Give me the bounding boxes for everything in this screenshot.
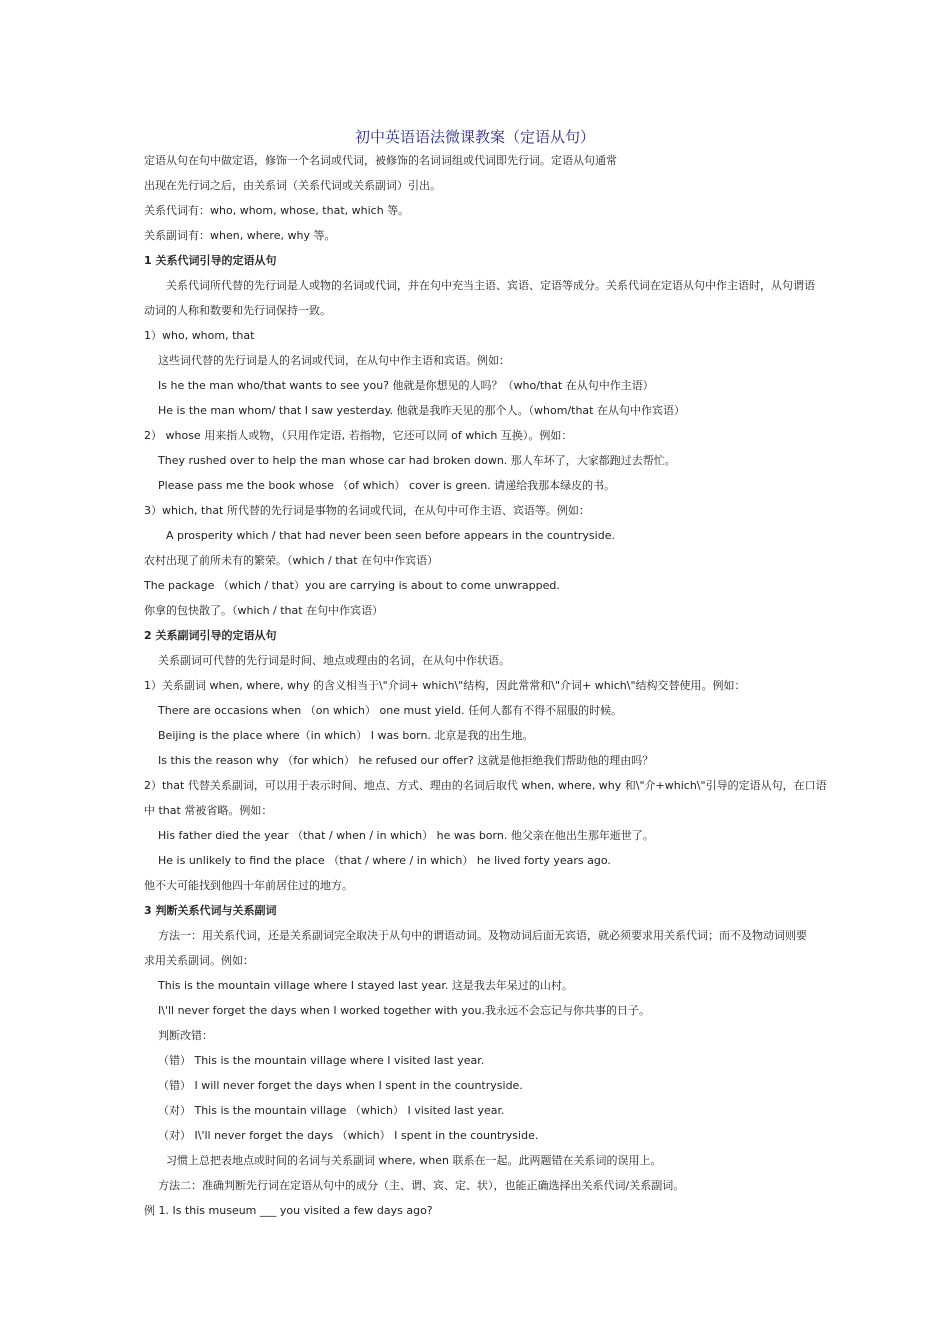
example-line: A prosperity which / that had never been seen before appears in the countryside. <box>166 529 615 542</box>
section-heading: 1 关系代词引导的定语从句 <box>144 254 277 267</box>
subsection-heading: 3）which, that 所代替的先行词是事物的名词或代词，在从句中可作主语、宾语等。例如： <box>144 504 590 517</box>
text-line: 你拿的包快散了。（which / that 在句中作宾语） <box>144 604 384 617</box>
subsection-heading: 1）关系副词 when, where, why 的含义相当于\"介词+ which\"结构，因此常常和\"介词+ which\"结构交替使用。例如： <box>144 679 746 692</box>
subsection-heading: 2）that 代替关系副词，可以用于表示时间、地点、方式、理由的名词后取代 when, where, why 和\"介+which\"引导的定语从句，在口语 <box>144 779 827 792</box>
subsection-heading: 1）who, whom, that <box>144 329 255 342</box>
example-line: The package （which / that）you are carrying is about to come unwrapped. <box>144 579 560 592</box>
example-line: Beijing is the place where（in which） I was born. 北京是我的出生地。 <box>158 729 534 742</box>
text-line: 关系副词有：when, where, why 等。 <box>144 229 336 242</box>
example-line: （错） I will never forget the days when I spent in the countryside. <box>158 1079 523 1092</box>
text-line: 关系副词可代替的先行词是时间、地点或理由的名词，在从句中作状语。 <box>158 654 510 667</box>
example-line: They rushed over to help the man whose car had broken down. 那人车坏了，大家都跑过去帮忙。 <box>158 454 676 467</box>
text-line: 出现在先行词之后，由关系词（关系代词或关系副词）引出。 <box>144 179 441 192</box>
text-line: 方法二：准确判断先行词在定语从句中的成分（主、谓、宾、定、状），也能正确选择出关系代词/关系副词。 <box>158 1179 685 1192</box>
text-line: 定语从句在句中做定语，修饰一个名词或代词，被修饰的名词词组或代词即先行词。定语从句通常 <box>144 154 617 167</box>
example-line: （错） This is the mountain village where I visited last year. <box>158 1054 485 1067</box>
text-line: 这些词代替的先行词是人的名词或代词，在从句中作主语和宾语。例如： <box>158 354 510 367</box>
text-line: 他不大可能找到他四十年前居住过的地方。 <box>144 879 353 892</box>
section-heading: 2 关系副词引导的定语从句 <box>144 629 277 642</box>
document-title: 初中英语语法微课教案（定语从句） <box>354 128 595 146</box>
example-line: Please pass me the book whose （of which） cover is green. 请递给我那本绿皮的书。 <box>158 479 616 492</box>
text-line: 求用关系副词。例如： <box>144 954 254 967</box>
section-heading: 3 判断关系代词与关系副词 <box>144 904 277 917</box>
text-line: 农村出现了前所未有的繁荣。（which / that 在句中作宾语） <box>144 554 439 567</box>
text-line: 习惯上总把表地点或时间的名词与关系副词 where, when 联系在一起。此两题错在关系词的误用上。 <box>166 1154 662 1167</box>
example-line: He is unlikely to find the place （that / where / in which） he lived forty years ago. <box>158 854 611 867</box>
text-line: 判断改错： <box>158 1029 213 1042</box>
example-line: There are occasions when （on which） one must yield. 任何人都有不得不屈服的时候。 <box>158 704 623 717</box>
example-line: His father died the year （that / when / in which） he was born. 他父亲在他出生那年逝世了。 <box>158 829 654 842</box>
example-line: （对） I\'ll never forget the days （which） I spent in the countryside. <box>158 1129 539 1142</box>
text-line: 中 that 常被省略。例如： <box>144 804 273 817</box>
text-line: 关系代词有：who, whom, whose, that, which 等。 <box>144 204 410 217</box>
text-line: 动词的人称和数要和先行词保持一致。 <box>144 304 331 317</box>
example-line: This is the mountain village where I stayed last year. 这是我去年呆过的山村。 <box>158 979 573 992</box>
example-line: Is this the reason why （for which） he refused our offer? 这就是他拒绝我们帮助他的理由吗？ <box>158 754 654 767</box>
example-line: I\'ll never forget the days when I worked together with you.我永远不会忘记与你共事的日子。 <box>158 1004 650 1017</box>
example-line: （对） This is the mountain village （which） I visited last year. <box>158 1104 505 1117</box>
text-line: 关系代词所代替的先行词是人或物的名词或代词，并在句中充当主语、宾语、定语等成分。关系代词在定语从句中作主语时，从句谓语 <box>166 279 815 292</box>
example-line: 例 1. Is this museum ___ you visited a few days ago? <box>144 1204 433 1217</box>
example-line: He is the man whom/ that I saw yesterday. 他就是我昨天见的那个人。（whom/that 在从句中作宾语） <box>158 404 685 417</box>
subsection-heading: 2） whose 用来指人或物，（只用作定语, 若指物，它还可以同 of which 互换）。例如： <box>144 429 573 442</box>
text-line: 方法一：用关系代词，还是关系副词完全取决于从句中的谓语动词。及物动词后面无宾语，就必须要求用关系代词；而不及物动词则要 <box>158 929 807 942</box>
example-line: Is he the man who/that wants to see you? 他就是你想见的人吗？（who/that 在从句中作主语） <box>158 379 654 392</box>
